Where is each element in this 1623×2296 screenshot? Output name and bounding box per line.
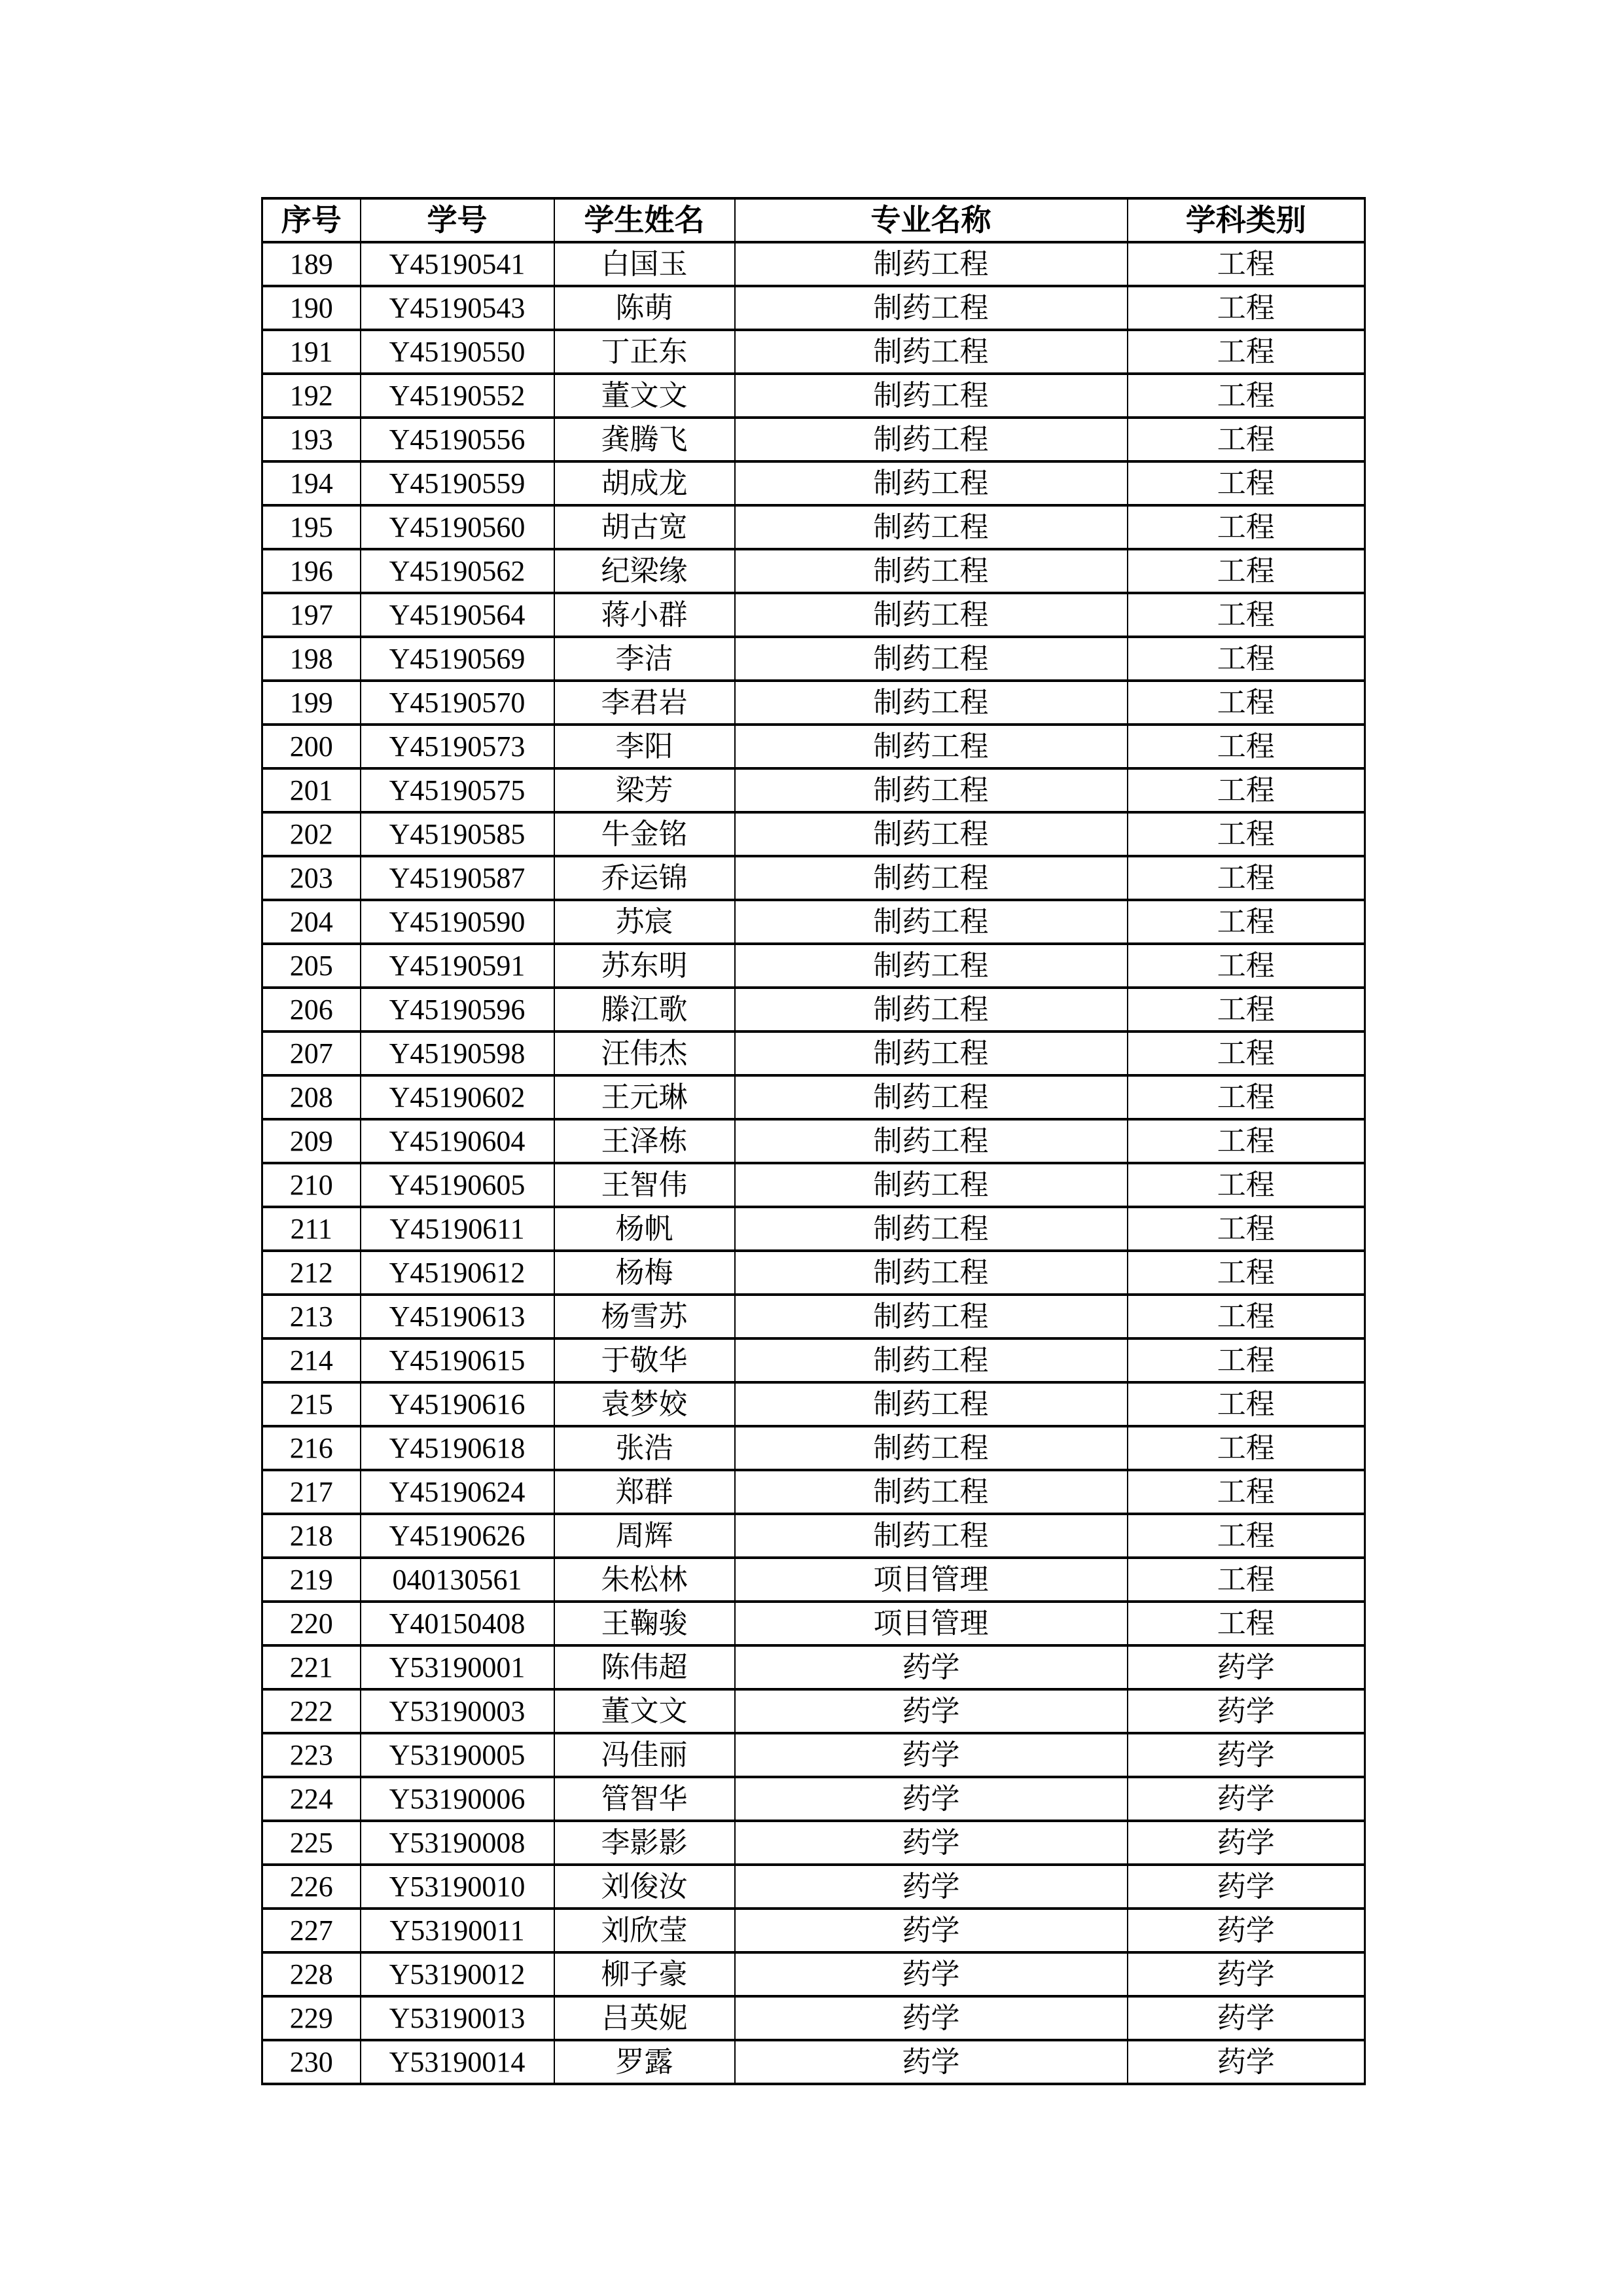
cell-major: 药学 bbox=[735, 1821, 1128, 1865]
cell-student-id: Y45190591 bbox=[361, 944, 554, 988]
cell-student-name: 梁芳 bbox=[554, 768, 735, 812]
cell-discipline: 工程 bbox=[1128, 418, 1365, 461]
table-row bbox=[262, 1075, 1365, 1119]
cell-major: 药学 bbox=[735, 1733, 1128, 1777]
cell-student-name: 胡古宽 bbox=[554, 505, 735, 549]
cell-discipline: 工程 bbox=[1128, 812, 1365, 856]
cell-student-name: 胡成龙 bbox=[554, 461, 735, 505]
cell-student-id: Y45190626 bbox=[361, 1514, 554, 1558]
cell-student-id: Y53190014 bbox=[361, 2040, 554, 2084]
cell-discipline: 工程 bbox=[1128, 768, 1365, 812]
cell-major: 制药工程 bbox=[735, 768, 1128, 812]
cell-student-id: Y53190011 bbox=[361, 1909, 554, 1952]
cell-major: 制药工程 bbox=[735, 330, 1128, 374]
cell-student-name: 乔运锦 bbox=[554, 856, 735, 900]
cell-student-name: 李君岩 bbox=[554, 681, 735, 725]
cell-student-name: 张浩 bbox=[554, 1426, 735, 1470]
cell-major: 制药工程 bbox=[735, 1426, 1128, 1470]
cell-student-name: 苏宸 bbox=[554, 900, 735, 944]
cell-discipline: 工程 bbox=[1128, 1602, 1365, 1645]
cell-student-name: 罗露 bbox=[554, 2040, 735, 2084]
cell-seq: 196 bbox=[262, 549, 361, 593]
cell-discipline: 工程 bbox=[1128, 505, 1365, 549]
cell-student-id: Y45190618 bbox=[361, 1426, 554, 1470]
cell-student-name: 牛金铭 bbox=[554, 812, 735, 856]
table-row bbox=[262, 900, 1365, 944]
cell-seq: 195 bbox=[262, 505, 361, 549]
cell-major: 制药工程 bbox=[735, 1031, 1128, 1075]
cell-discipline: 药学 bbox=[1128, 1952, 1365, 1996]
cell-student-name: 刘俊汝 bbox=[554, 1865, 735, 1909]
student-table-body bbox=[262, 242, 1365, 2084]
table-row bbox=[262, 1382, 1365, 1426]
cell-major: 制药工程 bbox=[735, 900, 1128, 944]
cell-seq: 222 bbox=[262, 1689, 361, 1733]
cell-seq: 218 bbox=[262, 1514, 361, 1558]
table-row bbox=[262, 461, 1365, 505]
table-row bbox=[262, 1996, 1365, 2040]
cell-seq: 226 bbox=[262, 1865, 361, 1909]
cell-student-id: Y45190560 bbox=[361, 505, 554, 549]
cell-seq: 210 bbox=[262, 1163, 361, 1207]
cell-student-name: 龚腾飞 bbox=[554, 418, 735, 461]
table-row bbox=[262, 330, 1365, 374]
cell-seq: 227 bbox=[262, 1909, 361, 1952]
table-row bbox=[262, 1689, 1365, 1733]
cell-seq: 205 bbox=[262, 944, 361, 988]
cell-student-id: Y45190587 bbox=[361, 856, 554, 900]
header-seq: 序号 bbox=[262, 198, 361, 242]
cell-seq: 216 bbox=[262, 1426, 361, 1470]
cell-student-id: 040130561 bbox=[361, 1558, 554, 1602]
cell-major: 制药工程 bbox=[735, 242, 1128, 286]
cell-discipline: 工程 bbox=[1128, 725, 1365, 768]
cell-seq: 204 bbox=[262, 900, 361, 944]
cell-student-name: 汪伟杰 bbox=[554, 1031, 735, 1075]
cell-major: 制药工程 bbox=[735, 1207, 1128, 1251]
cell-discipline: 药学 bbox=[1128, 1689, 1365, 1733]
cell-major: 制药工程 bbox=[735, 549, 1128, 593]
table-row bbox=[262, 812, 1365, 856]
cell-major: 制药工程 bbox=[735, 1119, 1128, 1163]
table-row bbox=[262, 725, 1365, 768]
cell-student-name: 袁梦姣 bbox=[554, 1382, 735, 1426]
cell-major: 制药工程 bbox=[735, 1338, 1128, 1382]
cell-student-id: Y45190615 bbox=[361, 1338, 554, 1382]
cell-major: 制药工程 bbox=[735, 1382, 1128, 1426]
cell-major: 制药工程 bbox=[735, 1295, 1128, 1338]
cell-major: 项目管理 bbox=[735, 1602, 1128, 1645]
cell-major: 药学 bbox=[735, 1645, 1128, 1689]
cell-student-name: 王鞠骏 bbox=[554, 1602, 735, 1645]
table-row bbox=[262, 1558, 1365, 1602]
table-row bbox=[262, 1821, 1365, 1865]
cell-discipline: 工程 bbox=[1128, 1075, 1365, 1119]
cell-major: 药学 bbox=[735, 1865, 1128, 1909]
cell-student-id: Y45190611 bbox=[361, 1207, 554, 1251]
cell-student-name: 纪梁缘 bbox=[554, 549, 735, 593]
cell-discipline: 工程 bbox=[1128, 1470, 1365, 1514]
cell-seq: 224 bbox=[262, 1777, 361, 1821]
cell-student-id: Y45190569 bbox=[361, 637, 554, 681]
cell-discipline: 工程 bbox=[1128, 1251, 1365, 1295]
cell-discipline: 药学 bbox=[1128, 2040, 1365, 2084]
cell-seq: 197 bbox=[262, 593, 361, 637]
cell-major: 药学 bbox=[735, 1952, 1128, 1996]
cell-student-id: Y45190624 bbox=[361, 1470, 554, 1514]
cell-discipline: 工程 bbox=[1128, 330, 1365, 374]
table-row bbox=[262, 549, 1365, 593]
table-row bbox=[262, 1295, 1365, 1338]
cell-student-id: Y45190602 bbox=[361, 1075, 554, 1119]
cell-seq: 190 bbox=[262, 286, 361, 330]
cell-discipline: 工程 bbox=[1128, 900, 1365, 944]
cell-student-name: 冯佳丽 bbox=[554, 1733, 735, 1777]
cell-student-name: 杨梅 bbox=[554, 1251, 735, 1295]
cell-student-id: Y45190552 bbox=[361, 374, 554, 418]
cell-student-id: Y40150408 bbox=[361, 1602, 554, 1645]
cell-student-name: 王泽栋 bbox=[554, 1119, 735, 1163]
cell-student-name: 杨帆 bbox=[554, 1207, 735, 1251]
cell-major: 药学 bbox=[735, 1689, 1128, 1733]
cell-student-id: Y53190003 bbox=[361, 1689, 554, 1733]
cell-seq: 214 bbox=[262, 1338, 361, 1382]
cell-discipline: 工程 bbox=[1128, 988, 1365, 1031]
cell-major: 项目管理 bbox=[735, 1558, 1128, 1602]
table-row bbox=[262, 1338, 1365, 1382]
cell-seq: 219 bbox=[262, 1558, 361, 1602]
table-row bbox=[262, 1207, 1365, 1251]
cell-major: 制药工程 bbox=[735, 461, 1128, 505]
cell-seq: 228 bbox=[262, 1952, 361, 1996]
cell-seq: 208 bbox=[262, 1075, 361, 1119]
cell-discipline: 药学 bbox=[1128, 1821, 1365, 1865]
cell-student-name: 杨雪苏 bbox=[554, 1295, 735, 1338]
cell-student-name: 王智伟 bbox=[554, 1163, 735, 1207]
table-row bbox=[262, 768, 1365, 812]
cell-discipline: 工程 bbox=[1128, 593, 1365, 637]
cell-student-id: Y45190562 bbox=[361, 549, 554, 593]
cell-student-name: 陈萌 bbox=[554, 286, 735, 330]
cell-seq: 191 bbox=[262, 330, 361, 374]
cell-student-name: 白国玉 bbox=[554, 242, 735, 286]
cell-seq: 217 bbox=[262, 1470, 361, 1514]
cell-student-id: Y45190616 bbox=[361, 1382, 554, 1426]
cell-student-id: Y45190550 bbox=[361, 330, 554, 374]
cell-major: 制药工程 bbox=[735, 988, 1128, 1031]
cell-discipline: 工程 bbox=[1128, 1338, 1365, 1382]
table-row bbox=[262, 1163, 1365, 1207]
cell-major: 制药工程 bbox=[735, 725, 1128, 768]
cell-seq: 209 bbox=[262, 1119, 361, 1163]
cell-discipline: 工程 bbox=[1128, 461, 1365, 505]
cell-student-name: 苏东明 bbox=[554, 944, 735, 988]
table-row bbox=[262, 2040, 1365, 2084]
table-row bbox=[262, 242, 1365, 286]
cell-major: 制药工程 bbox=[735, 505, 1128, 549]
cell-major: 制药工程 bbox=[735, 856, 1128, 900]
cell-discipline: 药学 bbox=[1128, 1733, 1365, 1777]
table-row bbox=[262, 1602, 1365, 1645]
cell-discipline: 工程 bbox=[1128, 1426, 1365, 1470]
cell-discipline: 工程 bbox=[1128, 1207, 1365, 1251]
cell-major: 制药工程 bbox=[735, 418, 1128, 461]
cell-student-id: Y45190604 bbox=[361, 1119, 554, 1163]
cell-discipline: 药学 bbox=[1128, 1777, 1365, 1821]
cell-major: 制药工程 bbox=[735, 681, 1128, 725]
cell-seq: 215 bbox=[262, 1382, 361, 1426]
table-row bbox=[262, 1733, 1365, 1777]
table-row bbox=[262, 944, 1365, 988]
cell-discipline: 工程 bbox=[1128, 242, 1365, 286]
cell-student-name: 陈伟超 bbox=[554, 1645, 735, 1689]
cell-student-name: 吕英妮 bbox=[554, 1996, 735, 2040]
table-row bbox=[262, 1865, 1365, 1909]
cell-seq: 212 bbox=[262, 1251, 361, 1295]
cell-student-id: Y45190564 bbox=[361, 593, 554, 637]
cell-student-name: 刘欣莹 bbox=[554, 1909, 735, 1952]
table-row bbox=[262, 1645, 1365, 1689]
cell-discipline: 工程 bbox=[1128, 1119, 1365, 1163]
cell-student-id: Y45190543 bbox=[361, 286, 554, 330]
cell-major: 制药工程 bbox=[735, 1470, 1128, 1514]
cell-seq: 223 bbox=[262, 1733, 361, 1777]
cell-student-name: 蒋小群 bbox=[554, 593, 735, 637]
table-row bbox=[262, 988, 1365, 1031]
cell-seq: 200 bbox=[262, 725, 361, 768]
cell-student-id: Y45190585 bbox=[361, 812, 554, 856]
cell-student-name: 管智华 bbox=[554, 1777, 735, 1821]
cell-student-id: Y53190005 bbox=[361, 1733, 554, 1777]
table-row bbox=[262, 505, 1365, 549]
cell-discipline: 药学 bbox=[1128, 1645, 1365, 1689]
cell-discipline: 药学 bbox=[1128, 1996, 1365, 2040]
cell-discipline: 工程 bbox=[1128, 944, 1365, 988]
cell-student-name: 于敬华 bbox=[554, 1338, 735, 1382]
cell-major: 制药工程 bbox=[735, 1163, 1128, 1207]
table-row bbox=[262, 374, 1365, 418]
cell-student-id: Y45190598 bbox=[361, 1031, 554, 1075]
cell-seq: 198 bbox=[262, 637, 361, 681]
student-table bbox=[261, 197, 1366, 2085]
cell-discipline: 工程 bbox=[1128, 1163, 1365, 1207]
cell-student-name: 柳子豪 bbox=[554, 1952, 735, 1996]
cell-student-name: 李影影 bbox=[554, 1821, 735, 1865]
cell-seq: 213 bbox=[262, 1295, 361, 1338]
cell-student-id: Y53190001 bbox=[361, 1645, 554, 1689]
cell-seq: 230 bbox=[262, 2040, 361, 2084]
cell-student-name: 滕江歌 bbox=[554, 988, 735, 1031]
cell-student-id: Y45190596 bbox=[361, 988, 554, 1031]
table-row bbox=[262, 1952, 1365, 1996]
header-row bbox=[262, 198, 1365, 242]
cell-student-id: Y53190010 bbox=[361, 1865, 554, 1909]
cell-student-id: Y53190012 bbox=[361, 1952, 554, 1996]
cell-seq: 225 bbox=[262, 1821, 361, 1865]
cell-major: 药学 bbox=[735, 2040, 1128, 2084]
cell-discipline: 工程 bbox=[1128, 856, 1365, 900]
cell-student-name: 王元琳 bbox=[554, 1075, 735, 1119]
cell-student-id: Y45190613 bbox=[361, 1295, 554, 1338]
header-student-id: 学号 bbox=[361, 198, 554, 242]
header-discipline: 学科类别 bbox=[1128, 198, 1365, 242]
cell-seq: 199 bbox=[262, 681, 361, 725]
table-row bbox=[262, 681, 1365, 725]
cell-major: 制药工程 bbox=[735, 1075, 1128, 1119]
cell-discipline: 工程 bbox=[1128, 1382, 1365, 1426]
cell-major: 制药工程 bbox=[735, 944, 1128, 988]
cell-major: 药学 bbox=[735, 1777, 1128, 1821]
cell-discipline: 工程 bbox=[1128, 1295, 1365, 1338]
header-student-name: 学生姓名 bbox=[554, 198, 735, 242]
cell-major: 制药工程 bbox=[735, 374, 1128, 418]
cell-student-id: Y45190605 bbox=[361, 1163, 554, 1207]
cell-student-id: Y45190590 bbox=[361, 900, 554, 944]
cell-seq: 189 bbox=[262, 242, 361, 286]
cell-seq: 206 bbox=[262, 988, 361, 1031]
table-row bbox=[262, 1426, 1365, 1470]
cell-student-name: 郑群 bbox=[554, 1470, 735, 1514]
table-row bbox=[262, 418, 1365, 461]
table-row bbox=[262, 1909, 1365, 1952]
cell-discipline: 工程 bbox=[1128, 374, 1365, 418]
cell-student-id: Y45190570 bbox=[361, 681, 554, 725]
cell-student-name: 朱松林 bbox=[554, 1558, 735, 1602]
cell-seq: 192 bbox=[262, 374, 361, 418]
table-row bbox=[262, 1119, 1365, 1163]
cell-seq: 194 bbox=[262, 461, 361, 505]
cell-student-name: 周辉 bbox=[554, 1514, 735, 1558]
cell-student-name: 李阳 bbox=[554, 725, 735, 768]
cell-seq: 203 bbox=[262, 856, 361, 900]
cell-major: 制药工程 bbox=[735, 812, 1128, 856]
cell-student-id: Y45190575 bbox=[361, 768, 554, 812]
cell-discipline: 工程 bbox=[1128, 1514, 1365, 1558]
cell-student-id: Y45190573 bbox=[361, 725, 554, 768]
cell-student-id: Y53190008 bbox=[361, 1821, 554, 1865]
cell-student-name: 李洁 bbox=[554, 637, 735, 681]
cell-major: 药学 bbox=[735, 1909, 1128, 1952]
table-row bbox=[262, 1514, 1365, 1558]
cell-discipline: 工程 bbox=[1128, 549, 1365, 593]
cell-student-id: Y45190559 bbox=[361, 461, 554, 505]
cell-student-id: Y45190612 bbox=[361, 1251, 554, 1295]
header-major: 专业名称 bbox=[735, 198, 1128, 242]
cell-seq: 202 bbox=[262, 812, 361, 856]
cell-seq: 221 bbox=[262, 1645, 361, 1689]
cell-major: 制药工程 bbox=[735, 637, 1128, 681]
cell-discipline: 药学 bbox=[1128, 1865, 1365, 1909]
cell-discipline: 工程 bbox=[1128, 681, 1365, 725]
cell-student-id: Y45190541 bbox=[361, 242, 554, 286]
cell-discipline: 工程 bbox=[1128, 1031, 1365, 1075]
cell-major: 药学 bbox=[735, 1996, 1128, 2040]
table-row bbox=[262, 637, 1365, 681]
cell-seq: 211 bbox=[262, 1207, 361, 1251]
cell-student-id: Y53190006 bbox=[361, 1777, 554, 1821]
cell-seq: 229 bbox=[262, 1996, 361, 2040]
table-row bbox=[262, 593, 1365, 637]
cell-student-id: Y45190556 bbox=[361, 418, 554, 461]
cell-seq: 207 bbox=[262, 1031, 361, 1075]
cell-seq: 193 bbox=[262, 418, 361, 461]
cell-seq: 201 bbox=[262, 768, 361, 812]
cell-discipline: 工程 bbox=[1128, 286, 1365, 330]
table-row bbox=[262, 1470, 1365, 1514]
cell-major: 制药工程 bbox=[735, 1514, 1128, 1558]
cell-discipline: 药学 bbox=[1128, 1909, 1365, 1952]
cell-discipline: 工程 bbox=[1128, 637, 1365, 681]
cell-major: 制药工程 bbox=[735, 593, 1128, 637]
table-row bbox=[262, 1777, 1365, 1821]
table-row bbox=[262, 856, 1365, 900]
cell-seq: 220 bbox=[262, 1602, 361, 1645]
cell-major: 制药工程 bbox=[735, 286, 1128, 330]
cell-student-id: Y53190013 bbox=[361, 1996, 554, 2040]
cell-student-name: 董文文 bbox=[554, 1689, 735, 1733]
table-row bbox=[262, 1031, 1365, 1075]
cell-student-name: 董文文 bbox=[554, 374, 735, 418]
cell-discipline: 工程 bbox=[1128, 1558, 1365, 1602]
cell-major: 制药工程 bbox=[735, 1251, 1128, 1295]
cell-student-name: 丁正东 bbox=[554, 330, 735, 374]
table-row bbox=[262, 286, 1365, 330]
table-row bbox=[262, 1251, 1365, 1295]
